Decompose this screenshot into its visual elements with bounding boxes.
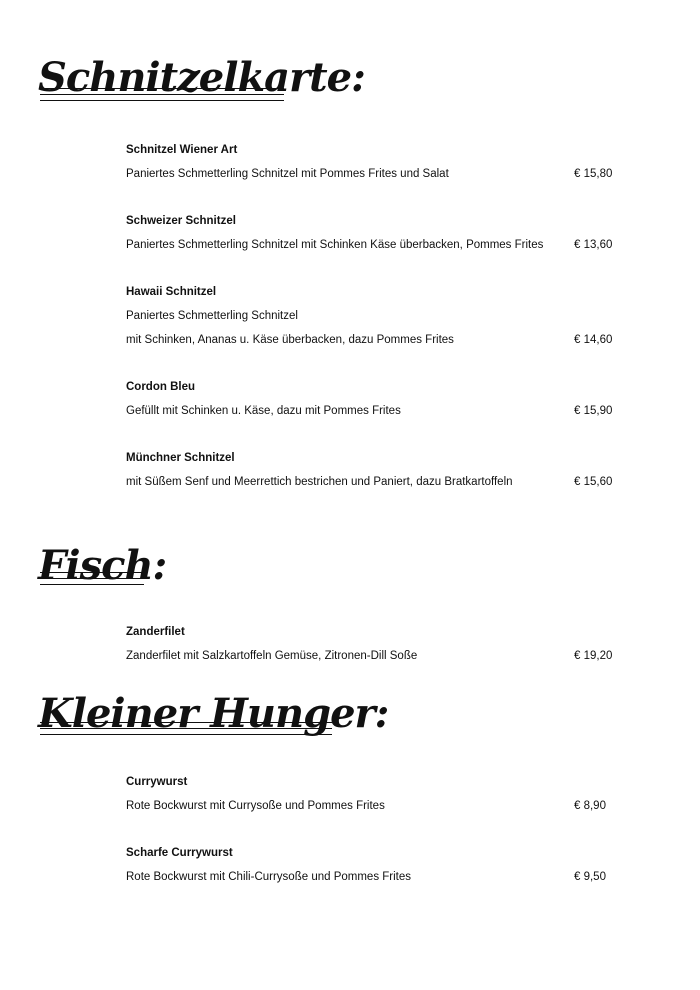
menu-item-name: Hawaii Schnitzel [126, 286, 217, 298]
menu-item-price: € 19,20 [574, 650, 613, 662]
menu-item-description: Paniertes Schmetterling Schnitzel mit Pommes Frites und Salat [126, 168, 449, 180]
menu-item-description: Zanderfilet mit Salzkartoffeln Gemüse, Zitronen-Dill Soße [126, 650, 418, 662]
section-title-text: Fisch: [38, 542, 167, 589]
menu-item-description: Paniertes Schmetterling Schnitzel [126, 310, 298, 322]
menu-item-name: Zanderfilet [126, 626, 185, 638]
menu-item-price: € 15,90 [574, 405, 613, 417]
section-title-schnitzelkarte [38, 54, 365, 101]
menu-item-description: Paniertes Schmetterling Schnitzel mit Schinken Käse überbacken, Pommes Frites [126, 239, 544, 251]
menu-item-name: Schnitzel Wiener Art [126, 144, 238, 156]
menu-item-name: Scharfe Currywurst [126, 847, 233, 859]
menu-item-name: Currywurst [126, 776, 188, 788]
menu-item-name: Schweizer Schnitzel [126, 215, 236, 227]
menu-item-name: Münchner Schnitzel [126, 452, 235, 464]
menu-item-description: Rote Bockwurst mit Chili-Currysoße und Pommes Frites [126, 871, 412, 883]
menu-item-description: mit Schinken, Ananas u. Käse überbacken, dazu Pommes Frites [126, 334, 454, 346]
menu-item-price: € 8,90 [574, 800, 606, 812]
menu-item-description: mit Süßem Senf und Meerrettich bestrichen und Paniert, dazu Bratkartoffeln [126, 476, 513, 488]
menu-item-price: € 13,60 [574, 239, 613, 251]
section-title-text: Kleiner Hunger: [38, 690, 389, 737]
section-title-fisch [38, 542, 167, 589]
section-title-text: Schnitzelkarte: [38, 54, 365, 101]
menu-item-name: Cordon Bleu [126, 381, 195, 393]
menu-item-price: € 9,50 [574, 871, 606, 883]
menu-item-price: € 15,80 [574, 168, 613, 180]
section-title-kleiner-hunger [38, 690, 389, 737]
menu-item-price: € 14,60 [574, 334, 613, 346]
menu-item-description: Rote Bockwurst mit Currysoße und Pommes Frites [126, 800, 385, 812]
menu-item-price: € 15,60 [574, 476, 613, 488]
menu-item-description: Gefüllt mit Schinken u. Käse, dazu mit Pommes Frites [126, 405, 401, 417]
